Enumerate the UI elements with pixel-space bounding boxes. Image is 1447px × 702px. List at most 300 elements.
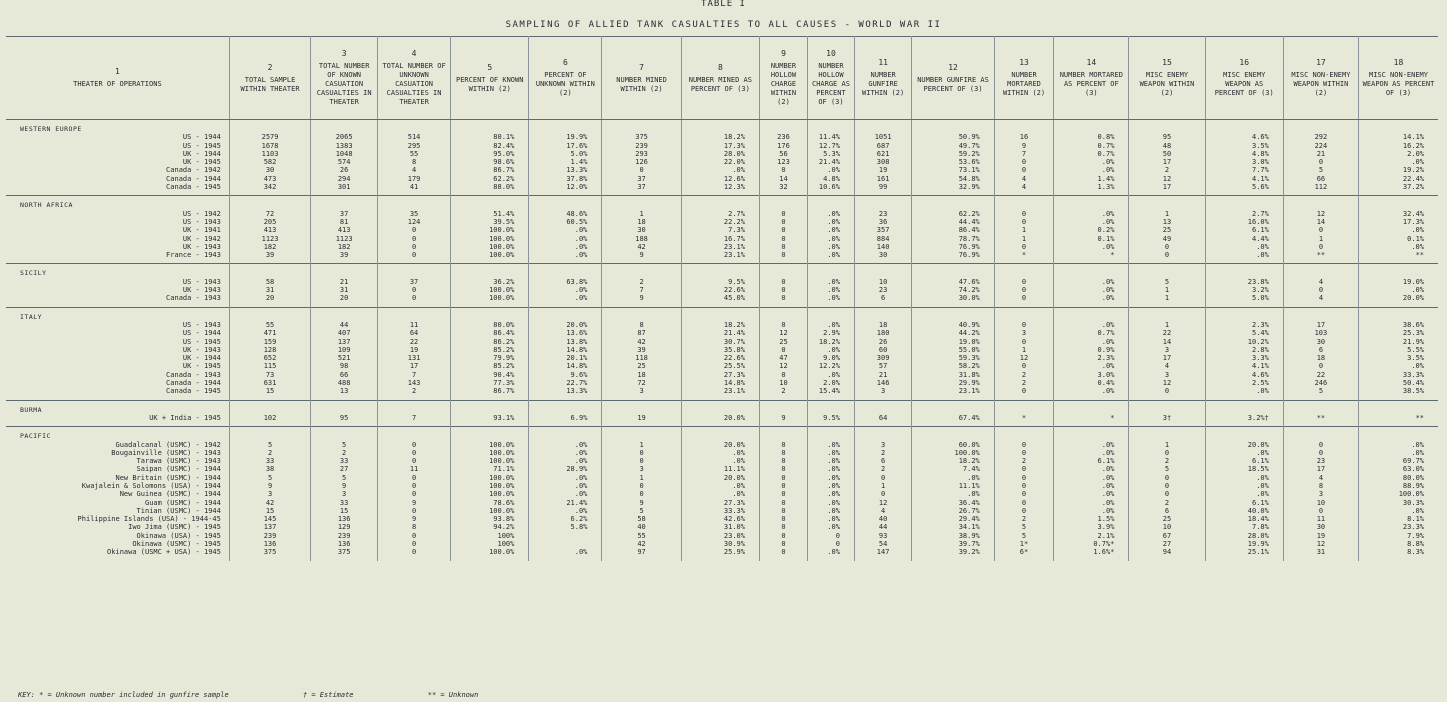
table-cell: .0% <box>1411 448 1424 457</box>
table-cell: 31.8% <box>912 371 994 379</box>
column-number: 11 <box>878 58 888 67</box>
table-cell: .0% <box>1411 242 1424 251</box>
row-label: Saipan (USMC) - 1944 <box>6 465 229 473</box>
empty-cell <box>1283 196 1358 210</box>
table-row <box>6 507 1438 515</box>
row-label: US - 1944 <box>6 133 229 141</box>
table-cell: 3 <box>1129 346 1205 354</box>
table-cell: 93.8% <box>451 515 529 523</box>
table-cell: 145 <box>229 515 310 523</box>
table-cell: 15 <box>229 387 310 395</box>
table-cell: 12 <box>854 499 911 507</box>
table-cell: 1103 <box>229 150 310 158</box>
table-cell: 8.1% <box>1407 515 1424 524</box>
table-cell: 2 <box>759 387 807 395</box>
table-cell: 0 <box>759 482 807 490</box>
table-cell: 123 <box>759 158 807 166</box>
row-label: UK - 1943 <box>6 286 229 294</box>
table-cell: 0 <box>602 166 681 174</box>
table-cell: 15 <box>311 507 378 515</box>
table-cell: 103 <box>1283 329 1358 337</box>
empty-cell <box>1205 307 1283 321</box>
table-cell: 58 <box>602 515 681 523</box>
table-cell: 0 <box>378 507 451 515</box>
table-cell: 4 <box>1283 278 1358 286</box>
table-cell: 25.3% <box>1402 329 1424 338</box>
table-cell: 3 <box>854 387 911 395</box>
column-label: MISC ENEMY WEAPON AS PERCENT OF (3) <box>1214 71 1274 97</box>
table-cell: 39.2% <box>912 548 994 556</box>
table-cell: 8 <box>378 523 451 531</box>
table-cell: 0.1% <box>1407 234 1424 243</box>
table-cell: .0% <box>529 235 602 243</box>
row-label: UK - 1943 <box>6 243 229 251</box>
column-header-15 <box>1129 37 1205 120</box>
table-cell: 11 <box>1283 515 1358 523</box>
table-cell: 21 <box>854 371 911 379</box>
table-cell: 19.2% <box>1402 166 1424 175</box>
table-cell: 56 <box>759 150 807 158</box>
table-cell: 12 <box>1129 175 1205 183</box>
table-cell: 0.9% <box>1054 346 1129 354</box>
table-cell: 100.0% <box>451 294 529 302</box>
table-cell: 1 <box>602 474 681 482</box>
empty-cell <box>807 120 854 134</box>
table-cell: 5 <box>994 532 1053 540</box>
table-cell: .0% <box>807 226 854 234</box>
section-header <box>6 307 1438 321</box>
table-cell: 19 <box>602 414 681 422</box>
table-cell: 1.6%* <box>1054 548 1129 556</box>
table-cell: 12.7% <box>807 142 854 150</box>
table-cell: 48 <box>1129 142 1205 150</box>
table-cell: 0 <box>994 338 1053 346</box>
table-cell: 0 <box>378 235 451 243</box>
empty-cell <box>759 196 807 210</box>
table-cell: 0 <box>759 210 807 218</box>
table-cell: .0% <box>1054 507 1129 515</box>
table-cell: 0 <box>759 449 807 457</box>
table-cell: 93 <box>854 532 911 540</box>
table-cell: 0 <box>602 490 681 498</box>
table-cell: 55 <box>378 150 451 158</box>
table-cell: 473 <box>229 175 310 183</box>
table-cell: 0 <box>759 243 807 251</box>
table-row <box>6 294 1438 302</box>
table-cell: 100.0% <box>451 441 529 449</box>
table-cell: 100.0% <box>451 251 529 259</box>
table-cell: 62.2% <box>451 175 529 183</box>
table-cell: 32 <box>759 183 807 191</box>
table-cell: 308 <box>854 158 911 166</box>
table-cell: .0% <box>807 507 854 515</box>
empty-cell <box>807 196 854 210</box>
table-cell: 1 <box>1129 321 1205 329</box>
table-cell: 0 <box>994 321 1053 329</box>
table-cell: 30 <box>1283 523 1358 531</box>
table-cell: 0 <box>994 507 1053 515</box>
empty-cell <box>912 196 994 210</box>
empty-cell <box>602 120 681 134</box>
table-cell: 27 <box>311 465 378 473</box>
table-cell: 28.9% <box>529 465 602 473</box>
table-cell: .0% <box>681 449 759 457</box>
empty-cell <box>6 557 229 561</box>
table-cell: 13.3% <box>529 166 602 174</box>
table-cell: 0 <box>994 278 1053 286</box>
table-cell: 0 <box>1129 490 1205 498</box>
table-cell: .0% <box>1054 482 1129 490</box>
table-cell: 118 <box>602 354 681 362</box>
empty-cell <box>759 400 807 414</box>
empty-cell <box>1359 557 1439 561</box>
table-cell: 95 <box>1129 133 1205 141</box>
column-number: 5 <box>487 62 493 72</box>
table-cell: 23.1% <box>681 387 759 395</box>
table-cell: 55 <box>229 321 310 329</box>
table-cell: 0 <box>378 532 451 540</box>
table-cell: 2 <box>229 449 310 457</box>
empty-cell <box>854 120 911 134</box>
table-cell: 4.6% <box>1205 371 1283 379</box>
table-cell: ** <box>1415 251 1424 260</box>
table-cell: 2.8% <box>1205 346 1283 354</box>
table-cell: .0% <box>1054 243 1129 251</box>
table-cell: .0% <box>1054 441 1129 449</box>
empty-cell <box>912 400 994 414</box>
table-row <box>6 346 1438 354</box>
table-cell: .0% <box>1411 158 1424 167</box>
table-cell: 81 <box>311 218 378 226</box>
table-cell: 33.3% <box>681 507 759 515</box>
row-label: UK - 1943 <box>6 346 229 354</box>
table-cell: 22 <box>378 338 451 346</box>
table-row <box>6 183 1438 191</box>
column-number: 18 <box>1393 58 1404 67</box>
table-cell: 7 <box>602 286 681 294</box>
table-cell: 0 <box>994 387 1053 395</box>
empty-cell <box>529 557 602 561</box>
table-cell: 8 <box>602 321 681 329</box>
table-cell: 22.6% <box>681 354 759 362</box>
table-cell: 1.4% <box>529 158 602 166</box>
table-cell: 100.0% <box>451 457 529 465</box>
table-row <box>6 523 1438 531</box>
column-number: 16 <box>1239 58 1250 67</box>
table-cell: 4 <box>854 507 911 515</box>
table-cell: .0% <box>1054 465 1129 473</box>
table-cell: 2 <box>378 387 451 395</box>
key-estimate: † = Estimate <box>302 691 354 699</box>
table-cell: 86.4% <box>912 226 994 234</box>
section-header <box>6 264 1438 278</box>
column-number: 8 <box>717 62 723 72</box>
table-cell: .0% <box>529 294 602 302</box>
table-cell: 0 <box>1129 474 1205 482</box>
table-cell: 0 <box>759 294 807 302</box>
table-cell: 26 <box>311 166 378 174</box>
table-cell: 1 <box>854 482 911 490</box>
table-cell: .0% <box>1054 166 1129 174</box>
table-cell: 7.9% <box>1407 531 1424 540</box>
table-cell: 38 <box>229 465 310 473</box>
table-cell: 76.9% <box>912 251 994 259</box>
table-cell: 39 <box>229 251 310 259</box>
table-cell: 2.5% <box>1205 379 1283 387</box>
table-cell: 4 <box>1283 474 1358 482</box>
table-cell: 45.0% <box>681 294 759 302</box>
table-row <box>6 150 1438 158</box>
table-cell: 14.8% <box>529 362 602 370</box>
empty-cell <box>229 307 310 321</box>
table-cell: 0.4% <box>1054 379 1129 387</box>
section-name: ITALY <box>6 307 229 321</box>
table-cell: 35.8% <box>681 346 759 354</box>
table-cell: 375 <box>602 133 681 141</box>
table-cell: 159 <box>229 338 310 346</box>
table-cell: 112 <box>1283 183 1358 191</box>
table-cell: .0% <box>807 457 854 465</box>
row-label: UK - 1944 <box>6 354 229 362</box>
table-cell: 32.4% <box>1402 209 1424 218</box>
empty-cell <box>1205 120 1283 134</box>
table-cell: * <box>994 414 1053 422</box>
column-label: TOTAL NUMBER OF UNKNOWN CASUATION CASUALTIES IN THEATER <box>382 62 446 106</box>
row-label: Canada - 1945 <box>6 387 229 395</box>
table-cell: 100.0% <box>1398 490 1424 499</box>
table-cell: .0% <box>529 226 602 234</box>
row-label: Bougainville (USMC) - 1943 <box>6 449 229 457</box>
table-cell: 29.4% <box>912 515 994 523</box>
table-cell: 100.0% <box>912 449 994 457</box>
empty-cell <box>311 427 378 441</box>
table-row <box>6 548 1438 556</box>
table-cell: .0% <box>529 490 602 498</box>
table-cell: 0 <box>994 294 1053 302</box>
table-cell: 2 <box>994 457 1053 465</box>
table-cell: 5 <box>1129 278 1205 286</box>
table-cell: .0% <box>681 482 759 490</box>
empty-cell <box>229 196 310 210</box>
table-cell: 30.0% <box>912 294 994 302</box>
table-cell: 16.7% <box>681 235 759 243</box>
table-cell: 86.2% <box>451 338 529 346</box>
table-cell: 67.4% <box>912 414 994 422</box>
row-label: Okinawa (USMC + USA) - 1945 <box>6 548 229 556</box>
table-cell: .0% <box>1411 286 1424 295</box>
table-cell: 7.4% <box>912 465 994 473</box>
table-cell: 37 <box>378 278 451 286</box>
table-cell: 25 <box>1129 515 1205 523</box>
table-cell: 4.6% <box>1205 133 1283 141</box>
table-cell: 2 <box>602 278 681 286</box>
table-cell: 20.0% <box>1205 441 1283 449</box>
table-cell: 86.7% <box>451 387 529 395</box>
table-cell: 26.7% <box>912 507 994 515</box>
table-cell: .0% <box>807 548 854 556</box>
table-cell: 652 <box>229 354 310 362</box>
table-cell: 73.1% <box>912 166 994 174</box>
table-cell: 98.6% <box>451 158 529 166</box>
empty-cell <box>681 196 759 210</box>
table-cell: .0% <box>807 294 854 302</box>
empty-cell <box>1283 307 1358 321</box>
table-cell: 19 <box>1283 532 1358 540</box>
table-cell: 36.4% <box>912 499 994 507</box>
table-row <box>6 482 1438 490</box>
table-cell: 342 <box>229 183 310 191</box>
empty-cell <box>529 264 602 278</box>
table-cell: 4.8% <box>1205 150 1283 158</box>
table-cell: 5.3% <box>807 150 854 158</box>
casualty-table <box>6 36 1438 561</box>
table-cell: .0% <box>1054 210 1129 218</box>
table-cell: 14.8% <box>681 379 759 387</box>
empty-cell <box>681 400 759 414</box>
table-cell: 514 <box>378 133 451 141</box>
table-cell: .0% <box>1054 362 1129 370</box>
empty-cell <box>759 557 807 561</box>
column-label: PERCENT OF UNKNOWN WITHIN (2) <box>535 71 595 97</box>
table-cell: 22.0% <box>681 158 759 166</box>
column-label: NUMBER HOLLOW CHARGE WITHIN (2) <box>770 62 797 106</box>
table-cell: 582 <box>229 158 310 166</box>
table-cell: 9 <box>378 499 451 507</box>
table-cell: 23.1% <box>912 387 994 395</box>
empty-cell <box>1054 307 1129 321</box>
table-cell: 21.4% <box>807 158 854 166</box>
table-cell: 55.0% <box>912 346 994 354</box>
table-cell: .0% <box>807 166 854 174</box>
empty-cell <box>1283 264 1358 278</box>
table-cell: 20.0% <box>681 474 759 482</box>
empty-cell <box>994 400 1053 414</box>
table-cell: 0 <box>1283 158 1358 166</box>
table-cell: 31.0% <box>681 523 759 531</box>
row-label: UK - 1945 <box>6 362 229 370</box>
table-cell: 0 <box>807 540 854 548</box>
table-cell: 48.6% <box>529 210 602 218</box>
table-cell: 37.8% <box>529 175 602 183</box>
empty-cell <box>311 307 378 321</box>
empty-cell <box>681 557 759 561</box>
empty-cell <box>854 557 911 561</box>
table-cell: 0 <box>1283 441 1358 449</box>
table-cell: 0 <box>759 457 807 465</box>
table-cell: 85.2% <box>451 346 529 354</box>
table-cell: 292 <box>1283 133 1358 141</box>
table-cell: 28.0% <box>1205 532 1283 540</box>
empty-cell <box>1054 196 1129 210</box>
table-cell: 5.5% <box>1407 345 1424 354</box>
table-row <box>6 515 1438 523</box>
table-cell: 34.1% <box>912 523 994 531</box>
table-cell: 0 <box>1129 449 1205 457</box>
row-label: UK - 1942 <box>6 235 229 243</box>
table-cell: 7 <box>378 371 451 379</box>
table-cell: 77.3% <box>451 379 529 387</box>
table-cell: 5 <box>229 474 310 482</box>
table-cell: 100% <box>451 540 529 548</box>
table-cell: 40.9% <box>912 321 994 329</box>
table-cell: 59.3% <box>912 354 994 362</box>
table-cell <box>529 532 602 540</box>
table-cell: 5.8% <box>529 523 602 531</box>
table-cell: .0% <box>807 251 854 259</box>
empty-cell <box>602 264 681 278</box>
table-cell: 19.0% <box>1402 277 1424 286</box>
section-name: PACIFIC <box>6 427 229 441</box>
table-cell: .0% <box>529 474 602 482</box>
table-cell: .0% <box>912 490 994 498</box>
table-cell: 100.0% <box>451 490 529 498</box>
table-cell: 16 <box>994 133 1053 141</box>
table-cell: 60 <box>854 346 911 354</box>
empty-cell <box>807 557 854 561</box>
table-cell: 13.6% <box>529 329 602 337</box>
column-header-6 <box>529 37 602 120</box>
table-cell: 12.0% <box>529 183 602 191</box>
table-row <box>6 235 1438 243</box>
table-cell: 31 <box>311 286 378 294</box>
column-number: 15 <box>1162 58 1172 67</box>
row-label: UK - 1944 <box>6 150 229 158</box>
table-cell: 42 <box>602 540 681 548</box>
empty-cell <box>854 264 911 278</box>
empty-cell <box>854 196 911 210</box>
table-cell: 23.1% <box>681 251 759 259</box>
table-cell: 8.8% <box>1407 540 1424 549</box>
row-label: US - 1943 <box>6 278 229 286</box>
table-row <box>6 540 1438 548</box>
table-row <box>6 338 1438 346</box>
table-cell: 72 <box>229 210 310 218</box>
table-cell: 30 <box>1283 338 1358 346</box>
empty-cell <box>1283 557 1358 561</box>
table-cell: 2 <box>994 379 1053 387</box>
table-cell: 1 <box>1129 441 1205 449</box>
table-cell: 22.4% <box>1402 174 1424 183</box>
table-cell: 0.7% <box>1054 329 1129 337</box>
table-cell: 188 <box>602 235 681 243</box>
column-header-13 <box>994 37 1053 120</box>
table-cell: 2.7% <box>1205 210 1283 218</box>
empty-cell <box>1205 557 1283 561</box>
column-number: 4 <box>411 49 417 58</box>
table-cell: 1383 <box>311 142 378 150</box>
table-cell: 413 <box>311 226 378 234</box>
table-cell: 42 <box>602 243 681 251</box>
table-cell: 5 <box>994 523 1053 531</box>
table-cell: 18.2% <box>681 133 759 141</box>
table-cell: 8.3% <box>1407 548 1424 557</box>
table-cell: 50 <box>1129 150 1205 158</box>
table-cell: * <box>1054 251 1129 259</box>
table-cell: 11 <box>378 321 451 329</box>
table-cell: 375 <box>229 548 310 556</box>
table-cell: 884 <box>854 235 911 243</box>
table-cell: 137 <box>229 523 310 531</box>
table-cell: 0.1% <box>1054 235 1129 243</box>
table-cell: 0 <box>378 251 451 259</box>
table-cell: 19.9% <box>529 133 602 141</box>
table-cell: 23 <box>854 286 911 294</box>
table-cell: 23 <box>1283 457 1358 465</box>
table-cell: 44.4% <box>912 218 994 226</box>
table-cell: 115 <box>229 362 310 370</box>
table-cell: 161 <box>854 175 911 183</box>
key-unknown-gunfire: KEY: * = Unknown number included in gunfire sample <box>18 691 229 699</box>
